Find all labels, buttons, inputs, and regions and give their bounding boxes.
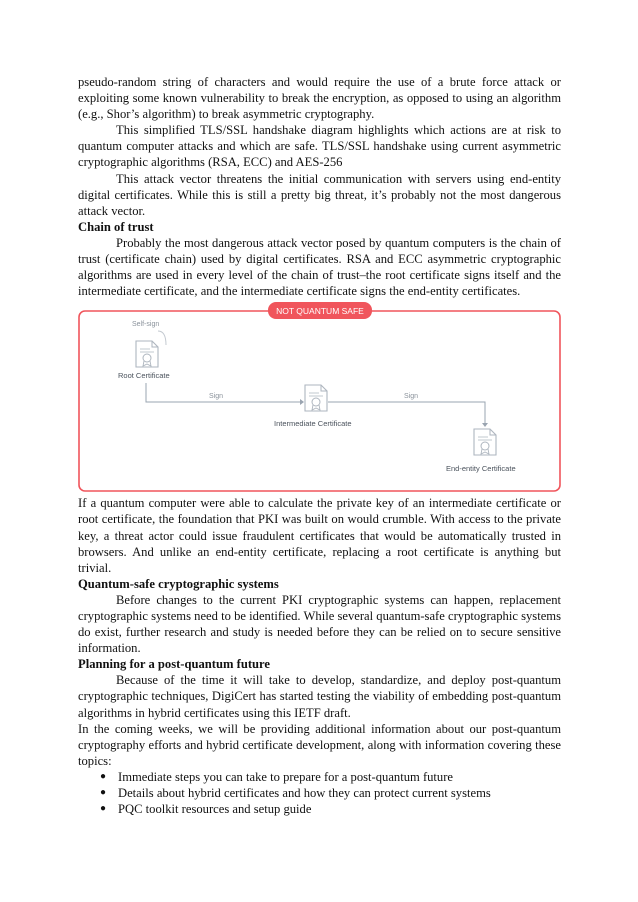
paragraph: This attack vector threatens the initial communication with servers using end-entity digital certificates. While this is still a pretty big threat, it’s probably not the most dangerous attack vector. xyxy=(78,171,561,218)
bullet-icon: ● xyxy=(100,770,107,782)
section-heading-chain-of-trust: Chain of trust xyxy=(78,219,154,234)
document-page xyxy=(78,74,561,817)
list-item-text: PQC toolkit resources and setup guide xyxy=(118,802,312,817)
badge-label: NOT QUANTUM SAFE xyxy=(276,306,364,317)
paragraph: If a quantum computer were able to calculate the private key of an intermediate certificate or root certificate, the foundation that PKI was built on would crumble. With access to the private key, a threat actor could issue fraudulent certificates that would be automatically trusted in browsers. And unlike an end-entity certificate, replacing a root certificate is anything but trivial. xyxy=(78,496,561,575)
list-item xyxy=(78,801,561,817)
list-item-text: Details about hybrid certificates and how they can protect current systems xyxy=(118,786,491,800)
root-certificate-icon xyxy=(136,341,158,367)
paragraph: In the coming weeks, we will be providing additional information about our post-quantum cryptography efforts and hybrid certificate development, along with information covering these topics: xyxy=(78,721,561,768)
paragraph: pseudo-random string of characters and would require the use of a brute force attack or exploiting some known vulnerability to break the encryption, as opposed to using an algorithm (e.g., Shor’s algorithm) to break asymmetric cryptography. xyxy=(78,75,561,122)
paragraph: Before changes to the current PKI cryptographic systems can happen, replacement cryptographic systems need to be identified. While several quantum-safe cryptographic systems do exist, further research and study is needed before they can be relied on to secure sensitive information. xyxy=(78,592,561,656)
diagram-svg xyxy=(78,301,561,493)
section-heading-quantum-safe: Quantum-safe cryptographic systems xyxy=(78,576,279,591)
root-certificate-label: Root Certificate xyxy=(118,371,170,381)
paragraph: Because of the time it will take to develop, standardize, and deploy post-quantum cryptographic techniques, DigiCert has started testing the viability of embedding post-quantum algorithms in hybrid certificates using this IETF draft. xyxy=(78,673,561,720)
self-sign-label: Self-sign xyxy=(132,321,160,329)
end-entity-certificate-icon xyxy=(474,429,496,455)
paragraph: This simplified TLS/SSL handshake diagram highlights which actions are at risk to quantum computer attacks and which are safe. TLS/SSL handshake using current asymmetric cryptographic algorithms (RSA, ECC) and AES-256 xyxy=(78,123,561,170)
topics-list xyxy=(78,769,561,817)
list-item-text: Immediate steps you can take to prepare for a post-quantum future xyxy=(118,769,454,784)
paragraph: Probably the most dangerous attack vector posed by quantum computers is the chain of trust (certificate chain) used by digital certificates. RSA and ECC asymmetric cryptographic algorithms are used in every level of the chain of trust–the root certificate signs itself and the intermediate certificate, and the intermediate certificate signs the end-entity certificates. xyxy=(78,235,561,299)
list-item xyxy=(78,769,561,785)
sign-label-2: Sign xyxy=(404,393,419,401)
chain-of-trust-diagram xyxy=(78,301,561,493)
bullet-icon: ● xyxy=(100,803,107,815)
section-heading-planning: Planning for a post-quantum future xyxy=(78,657,270,672)
bullet-icon: ● xyxy=(100,787,107,798)
sign-label-1: Sign xyxy=(209,393,224,401)
intermediate-certificate-icon xyxy=(305,385,327,411)
intermediate-certificate-label: Intermediate Certificate xyxy=(274,419,352,429)
end-entity-certificate-label: End-entity Certificate xyxy=(446,464,516,474)
list-item xyxy=(78,785,561,801)
